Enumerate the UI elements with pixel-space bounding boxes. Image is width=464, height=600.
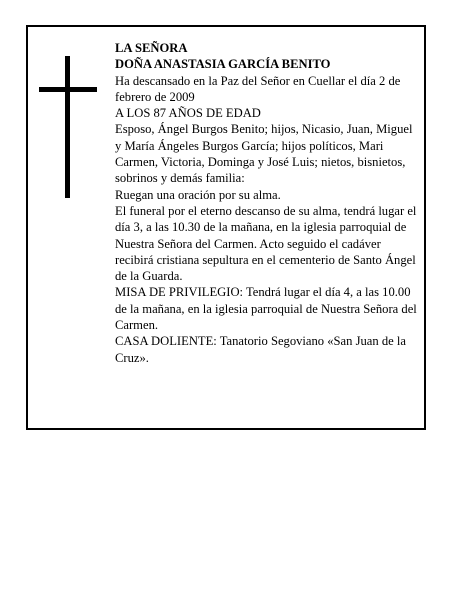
- deceased-name: DOÑA ANASTASIA GARCÍA BENITO: [115, 57, 331, 72]
- death-statement: Ha descansado en la Paz del Señor en Cuellar el día 2 de febrero de 2009: [115, 73, 401, 104]
- notice-text: [115, 40, 420, 366]
- age-line: A LOS 87 AÑOS DE EDAD: [115, 106, 261, 121]
- obituary-notice: [26, 25, 426, 430]
- prayer-request: Ruegan una oración por su alma.: [115, 187, 281, 202]
- cross-vertical-bar: [65, 56, 70, 198]
- cross-horizontal-bar: [39, 87, 97, 92]
- family-list: Esposo, Ángel Burgos Benito; hijos, Nicasio, Juan, Miguel y María Ángeles Burgos García; hijos políticos, Mari Carmen, Victoria, Dominga y José Luis; nietos, bisnietos, sobrinos y demás familia:: [115, 122, 413, 186]
- mass-details: MISA DE PRIVILEGIO: Tendrá lugar el día 4, a las 10.00 de la mañana, en la iglesia parroquial de Nuestra Señora del Carmen.: [115, 285, 417, 333]
- funeral-details: El funeral por el eterno descanso de su alma, tendrá lugar el día 3, a las 10.30 de la mañana, en la iglesia parroquial de Nuestra Señora del Carmen. Acto seguido el cadáver recibirá cristiana sepultura en el cementerio de Santo Ángel de la Guarda.: [115, 203, 417, 284]
- notice-title: LA SEÑORA: [115, 41, 188, 55]
- cross-icon: [39, 56, 97, 198]
- mourning-house: CASA DOLIENTE: Tanatorio Segoviano «San Juan de la Cruz».: [115, 334, 406, 365]
